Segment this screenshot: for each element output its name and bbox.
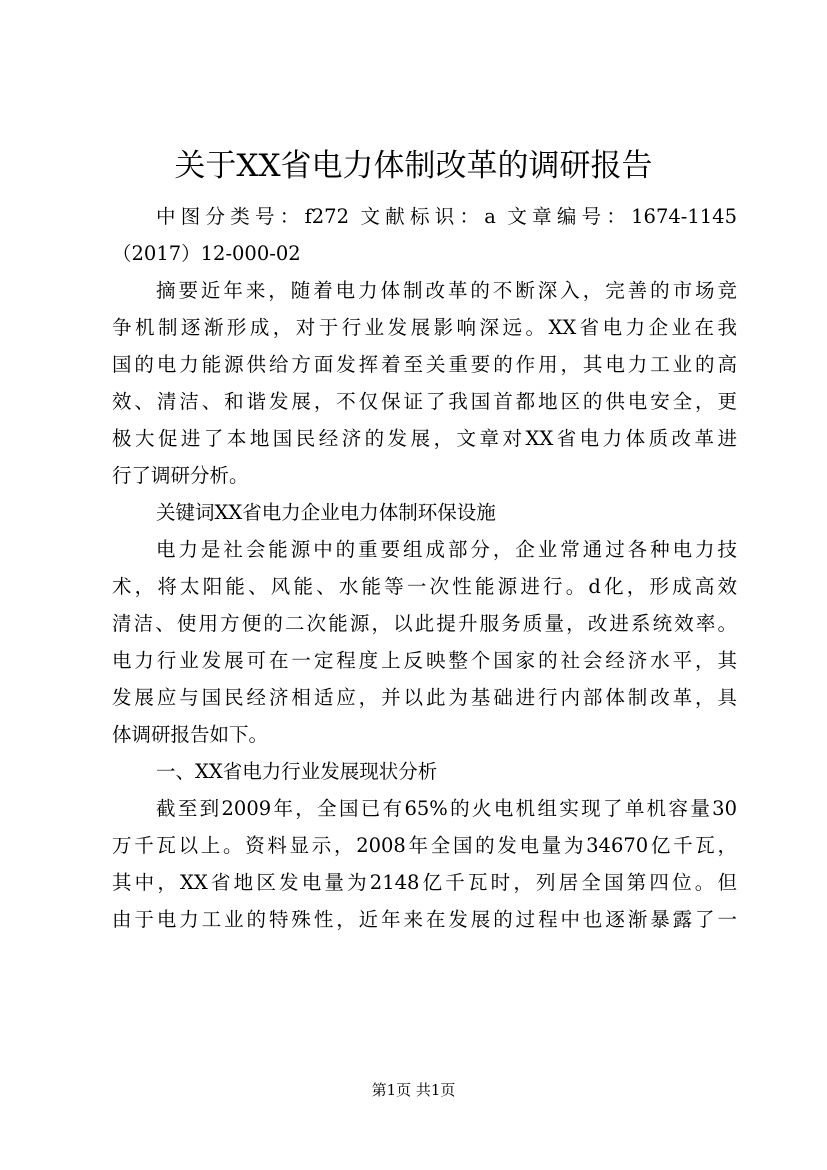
document-body: [112, 198, 737, 938]
classification-line: 中图分类号：f272 文献标识：a 文章编号：1674-1145: [156, 205, 737, 228]
paragraph-line: 发展应与国民经济相适应，并以此为基础进行内部体制改革，具: [112, 686, 737, 709]
keywords-line: 关键词XX省电力企业电力体制环保设施: [156, 501, 496, 524]
paragraph-line: 万千瓦以上。资料显示，2008年全国的发电量为34670亿千瓦，: [112, 834, 737, 857]
section-heading: 一、XX省电力行业发展现状分析: [156, 760, 438, 783]
document-title: 关于XX省电力体制改革的调研报告: [174, 148, 653, 184]
paragraph-line: 由于电力工业的特殊性，近年来在发展的过程中也逐渐暴露了一: [112, 908, 737, 931]
abstract-line: 国的电力能源供给方面发挥着至关重要的作用，其电力工业的高: [112, 353, 737, 376]
paragraph-line: 其中，XX省地区发电量为2148亿千瓦时，列居全国第四位。但: [112, 871, 737, 894]
abstract-line: 争机制逐渐形成，对于行业发展影响深远。XX省电力企业在我: [112, 316, 737, 339]
paragraph-line: 截至到2009年，全国已有65%的火电机组实现了单机容量30: [156, 797, 737, 820]
page-number-footer: 第1页 共1页: [371, 1081, 456, 1099]
paragraph-line: 体调研报告如下。: [112, 723, 269, 746]
paragraph-line: 电力行业发展可在一定程度上反映整个国家的社会经济水平，其: [112, 649, 737, 672]
abstract-line: 行了调研分析。: [112, 464, 249, 487]
abstract-line: 摘要近年来，随着电力体制改革的不断深入，完善的市场竞: [156, 279, 737, 302]
classification-line-cont: （2017）12-000-02: [112, 242, 301, 265]
paragraph-line: 术，将太阳能、风能、水能等一次性能源进行。d化，形成高效: [112, 575, 737, 598]
abstract-line: 极大促进了本地国民经济的发展，文章对XX省电力体质改革进: [112, 427, 737, 450]
paragraph-line: 电力是社会能源中的重要组成部分，企业常通过各种电力技: [156, 538, 737, 561]
paragraph-line: 清洁、使用方便的二次能源，以此提升服务质量，改进系统效率。: [112, 612, 737, 635]
abstract-line: 效、清洁、和谐发展，不仅保证了我国首都地区的供电安全，更: [112, 390, 737, 413]
